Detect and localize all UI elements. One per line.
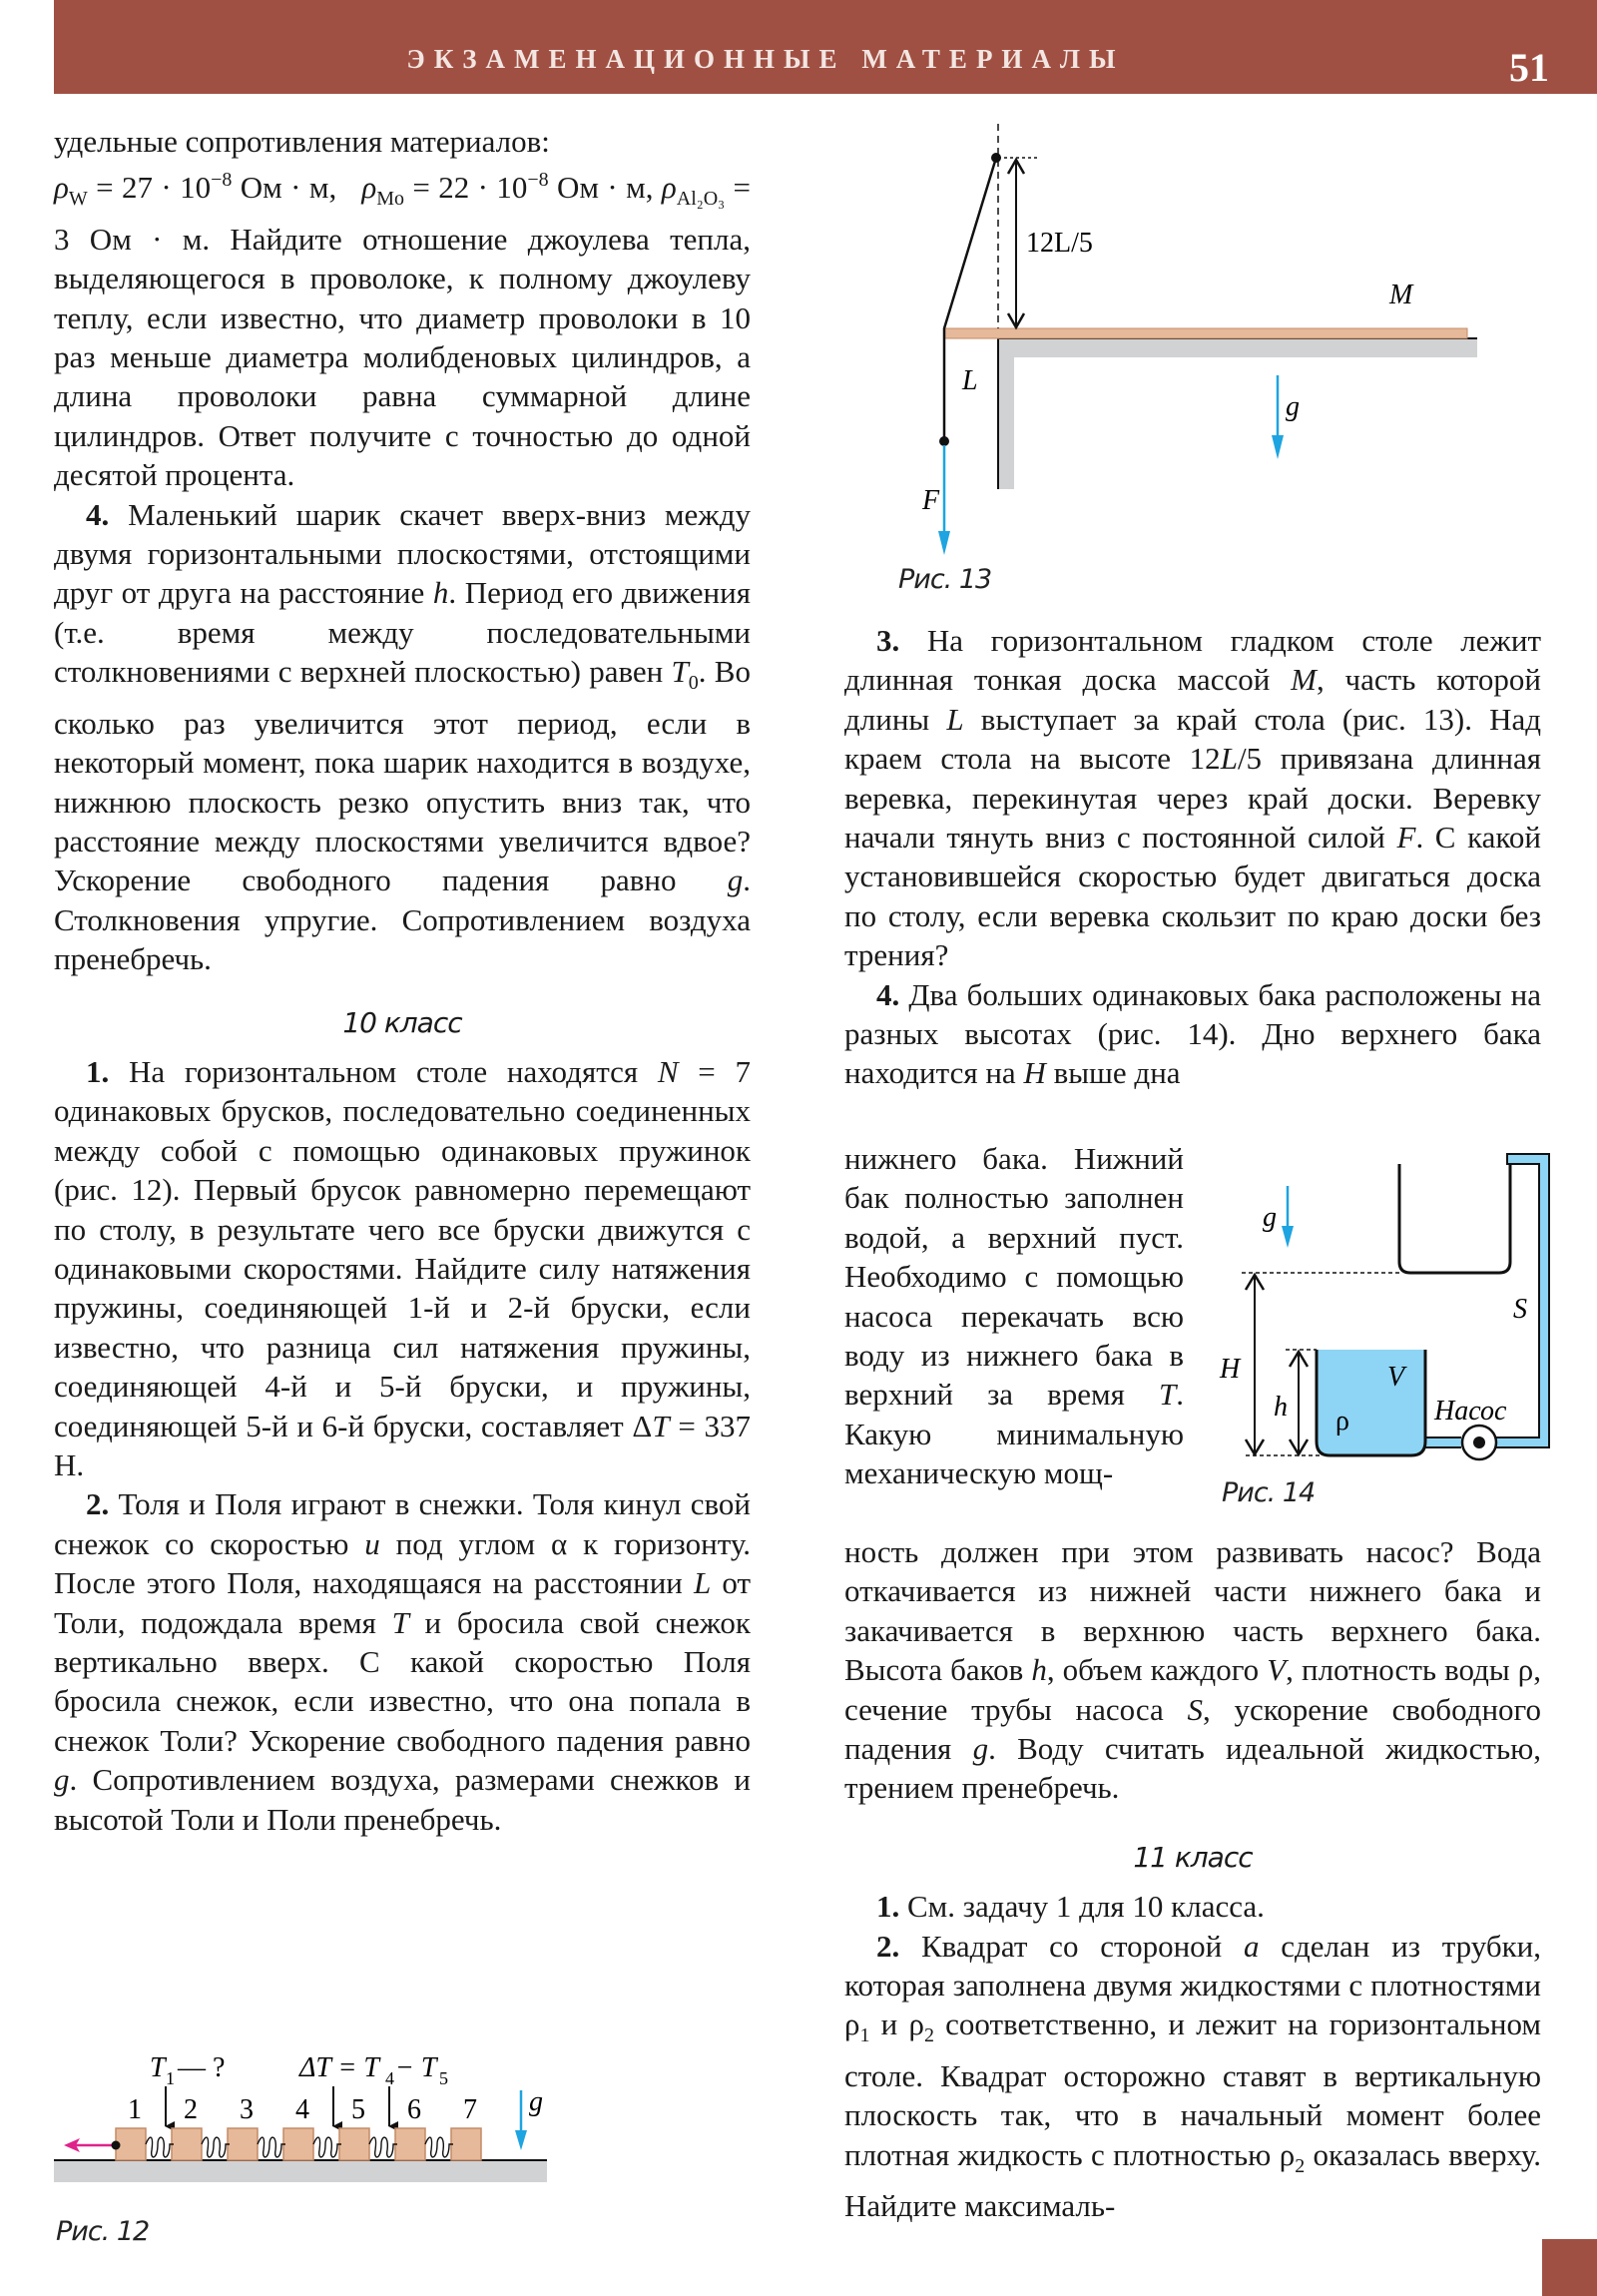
svg-text:5: 5 <box>351 2094 365 2125</box>
svg-text:3: 3 <box>240 2094 254 2125</box>
formula-rho-w: $\rho_W = 27 \cdot 10^{-8}$ Ом · м, <box>54 169 337 211</box>
problem-number: 2. <box>86 1486 110 1522</box>
svg-text:L: L <box>962 365 978 396</box>
tanks-pump-diagram <box>1198 1138 1557 1467</box>
blocks-springs-diagram <box>50 2026 769 2206</box>
table-surface <box>54 2160 547 2182</box>
svg-text:− T: − T <box>395 2052 437 2083</box>
problem-4: 4. Маленький шарик скачет вверх-вниз между двумя горизонтальными плоскостями, отстоящими друг от друга на расстояние h. Период его движения (т.е. время между последовательными столкновениями с верхней плоскостью) равен $T_0$. Во сколько раз увеличится этот период, если в некоторый момент, пока шарик находится в воздухе, нижнюю плоскость резко опустить вниз так, что расстояние между плоскостями увеличится вдвое? Ускорение свободного падения равно g. Столкновения упругие. Сопротивлением воздуха пренебречь. <box>54 496 751 977</box>
page-number: 51 <box>1509 45 1549 90</box>
figure-13 <box>878 120 1497 609</box>
svg-text:1: 1 <box>166 2068 175 2088</box>
right-column-top <box>844 621 1541 1093</box>
svg-text:2: 2 <box>184 2094 198 2125</box>
right-column-bottom <box>844 1532 1541 2226</box>
svg-text:ρ: ρ <box>1335 1406 1349 1436</box>
section-heading-11: 11 класс <box>1133 1840 1253 1874</box>
problem-4-intro: 4. Два больших одинаковых бака расположены на разных высотах (рис. 14). Дно верхнего бака находится на H выше дна <box>844 976 1541 1091</box>
svg-text:h: h <box>1274 1392 1288 1423</box>
problem-number: 1. <box>86 1053 110 1089</box>
text: Найдите отношение джоулева тепла, выделяющегося в проволоке, к полному джоулеву теплу, если известно, что диаметр проволоки в 10 раз меньше диаметра молибденовых цилиндров, а длина проволоки равна суммарной длине цилиндров. Ответ получите с точностью до одной десятой процента. <box>54 221 751 493</box>
svg-text:V: V <box>1387 1362 1405 1393</box>
svg-text:g: g <box>1286 391 1300 422</box>
problem-3: 3. На горизонтальном гладком столе лежит длинная тонкая доска массой M, часть которой длины L выступает за край стола (рис. 13). Над краем стола на высоте 12L/5 привязана длинная веревка, перекинутая через край доски. Веревку начали тянуть вниз с постоянной силой F. С какой установившейся скоростью будет двигаться доска по столу, если веревка скользит по краю доски без трения? <box>844 623 1541 973</box>
svg-text:4: 4 <box>385 2068 394 2088</box>
label-height: 12L/5 <box>1026 228 1093 259</box>
svg-text:F: F <box>922 485 940 516</box>
problem-11-2: 2. Квадрат со стороной a сделан из трубки, которая заполнена двумя жидкостями с плотностями $\rho_1$ и $\rho_2$ соответственно, и лежит на горизонтальном столе. Квадрат осторожно ставят в вертикальную плоскость так, что в начальный момент более плотная жидкость с плотностью $\rho_2$ оказалась вверху. Найдите максималь- <box>844 1928 1542 2224</box>
board-rope-diagram <box>878 120 1497 519</box>
svg-text:g: g <box>1263 1202 1277 1233</box>
svg-text:g: g <box>529 2086 543 2117</box>
problem-11-1: 1. См. задачу 1 для 10 класса. <box>876 1889 1265 1925</box>
formula-rho-mo: $\rho_{Mo} = 22 \cdot 10^{-8}$ Ом · м, <box>361 169 654 211</box>
figure-12 <box>50 2026 769 2266</box>
problem-4-continued: ность должен при этом развивать насос? Вода откачивается из нижней части нижнего бака и закачивается в верхнюю часть верхнего бака. Высота баков h, объем каждого V, плотность воды ρ, сечение трубы насоса S, ускорение свободного падения g. Воду считать идеальной жидкостью, трением пренебречь. <box>844 1534 1542 1806</box>
label-pump: Насос <box>1434 1396 1507 1427</box>
running-title: ЭКЗАМЕНАЦИОННЫЕ МАТЕРИАЛЫ <box>406 44 1125 74</box>
problem-number: 2. <box>876 1928 900 1964</box>
figure-14 <box>1198 1138 1557 1517</box>
section-heading-10: 10 класс <box>342 1005 462 1039</box>
rope <box>944 158 996 441</box>
page-header <box>54 0 1597 94</box>
svg-text:4: 4 <box>295 2094 309 2125</box>
svg-text:1: 1 <box>128 2094 142 2125</box>
svg-text:H: H <box>1220 1354 1241 1385</box>
svg-text:7: 7 <box>463 2094 477 2125</box>
text: удельные сопротивления материалов: <box>54 124 550 159</box>
left-column <box>54 122 751 1839</box>
problem-number: 1. <box>876 1889 900 1925</box>
page-corner-tab <box>1542 2239 1597 2296</box>
figure-12-caption: Рис. 12 <box>56 2216 150 2247</box>
svg-text:S: S <box>1513 1294 1527 1325</box>
problem-number: 4. <box>86 496 110 532</box>
problem-4-wrapped-text: нижнего бака. Нижний бак полностью заполнен водой, а верхний пуст. Необходимо с помощью насоса перекачать всю воду из нижнего бака в верхний за время T. Какую минимальную механическую мощ- <box>844 1141 1184 1491</box>
continued-problem <box>54 122 751 495</box>
figure-13-caption: Рис. 13 <box>898 564 992 595</box>
problem-10-2: 2. Толя и Поля играют в снежки. Толя кинул свой снежок со скоростью u под углом α к горизонту. После этого Поля, находящаяся на расстоянии L от Толи, подождала время T и бросила свой снежок вертикально вверх. С какой скоростью Поля бросила снежок, если известно, что она попала в снежок Толи? Ускорение свободного падения равно g. Сопротивлением воздуха, размерами снежков и высотой Толи и Поли пренебречь. <box>54 1486 751 1837</box>
svg-text:M: M <box>1389 280 1413 310</box>
label-delta-t: ΔT = T <box>299 2052 379 2083</box>
problem-10-1: 1. На горизонтальном столе находятся N = 7 одинаковых брусков, последовательно соединенных между собой с помощью одинаковых пружинок (рис. 12). Первый брусок равномерно перемещают по столу, в результате чего все бруски движутся с одинаковыми скоростями. Найдите силу натяжения пружины, соединяющей 1-й и 2-й бруски, если известно, что разница сил натяжения пружины, соединяющей 4-й и 5-й бруски, и пружины, соединяющей 5-й и 6-й бруски, составляет ΔT = 337 Н. <box>54 1053 752 1482</box>
label-t1: T <box>150 2052 166 2083</box>
problem-number: 4. <box>876 976 900 1012</box>
problem-number: 3. <box>876 623 900 658</box>
figure-14-caption: Рис. 14 <box>1222 1477 1316 1508</box>
formula-rho-al2o3: $\rho_{Al_2O_3} = 3$ Ом · м. <box>54 170 752 257</box>
svg-text:6: 6 <box>407 2094 421 2125</box>
svg-text:— ?: — ? <box>178 2052 226 2083</box>
svg-text:5: 5 <box>439 2068 448 2088</box>
